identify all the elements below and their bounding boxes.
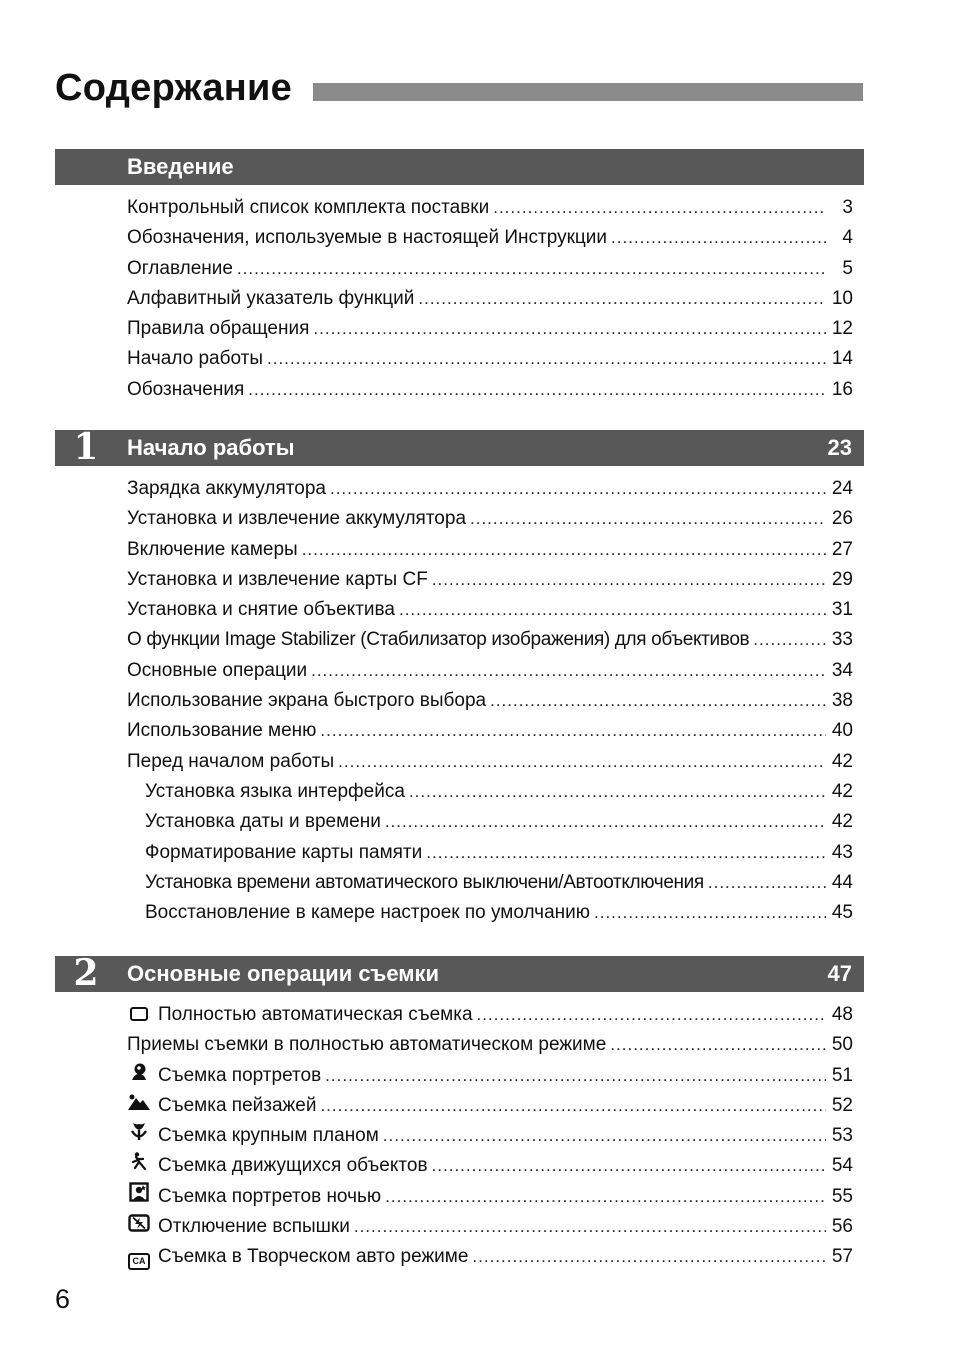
toc-entry-page: 33 bbox=[831, 629, 853, 651]
toc-entry-label: Установка и извлечение карты CF bbox=[127, 568, 428, 590]
toc-entry-label: Съемка портретов ночью bbox=[158, 1185, 382, 1207]
dot-leader bbox=[708, 868, 826, 898]
toc-entry-label: Обозначения, используемые в настоящей Инструкции bbox=[127, 227, 608, 249]
dot-leader bbox=[493, 193, 826, 223]
section-page: 47 bbox=[827, 961, 852, 986]
dot-leader bbox=[432, 565, 826, 595]
toc-entry[interactable] bbox=[127, 1212, 853, 1242]
toc-entry[interactable] bbox=[127, 747, 853, 777]
dot-leader bbox=[354, 1212, 826, 1242]
toc-entry[interactable] bbox=[127, 565, 853, 595]
toc-entry[interactable] bbox=[127, 284, 853, 314]
full-auto-mode-icon bbox=[127, 1004, 151, 1024]
toc-entry-label: Обозначения bbox=[127, 378, 245, 400]
toc-entry[interactable] bbox=[127, 595, 853, 625]
toc-entry[interactable] bbox=[127, 656, 853, 686]
toc-list-basic-shooting bbox=[127, 1000, 853, 1273]
toc-entry-label: Установка даты и времени bbox=[145, 811, 381, 833]
toc-entry-label: Съемка движущихся объектов bbox=[158, 1155, 428, 1177]
toc-entry-label: Использование меню bbox=[127, 720, 317, 742]
toc-subentry[interactable] bbox=[127, 807, 853, 837]
dot-leader bbox=[432, 1151, 826, 1181]
section-title: Основные операции съемки bbox=[127, 961, 440, 986]
toc-entry-page: 51 bbox=[831, 1064, 853, 1086]
dot-leader bbox=[338, 747, 826, 777]
dot-leader bbox=[418, 284, 826, 314]
toc-entry-label: Съемка портретов bbox=[158, 1064, 322, 1086]
toc-entry-label: Форматирование карты памяти bbox=[145, 841, 423, 863]
section-header-getting-started[interactable] bbox=[55, 426, 864, 468]
toc-entry-page: 38 bbox=[831, 690, 853, 712]
toc-entry[interactable] bbox=[127, 535, 853, 565]
close-up-mode-icon bbox=[127, 1121, 151, 1145]
toc-entry-label: Зарядка аккумулятора bbox=[127, 478, 326, 499]
toc-entry-page: 10 bbox=[831, 287, 853, 309]
dot-leader bbox=[611, 223, 826, 253]
toc-entry-page: 26 bbox=[831, 508, 853, 530]
toc-entry-page: 16 bbox=[831, 378, 853, 400]
toc-entry[interactable] bbox=[127, 314, 853, 344]
toc-entry-label: Включение камеры bbox=[127, 538, 298, 560]
toc-entry-label: Съемка в Творческом авто режиме bbox=[158, 1246, 469, 1268]
dot-leader bbox=[426, 838, 826, 868]
toc-entry-page: 3 bbox=[842, 197, 853, 218]
toc-entry[interactable] bbox=[127, 1091, 853, 1121]
toc-entry-page: 53 bbox=[831, 1125, 853, 1147]
dot-leader bbox=[753, 625, 826, 655]
dot-leader bbox=[302, 535, 826, 565]
toc-entry-label: Начало работы bbox=[127, 348, 264, 370]
section-number: 2 bbox=[73, 952, 99, 994]
toc-entry-page: 55 bbox=[831, 1185, 853, 1207]
dot-leader bbox=[409, 777, 826, 807]
section-title: Начало работы bbox=[127, 435, 295, 460]
page-title: Содержание bbox=[55, 67, 293, 109]
toc-entry-label: Приемы съемки в полностью автоматическом режиме bbox=[127, 1034, 607, 1056]
section-header-basic-shooting[interactable] bbox=[55, 952, 864, 994]
toc-entry[interactable] bbox=[127, 504, 853, 534]
dot-leader bbox=[594, 898, 826, 928]
toc-entry[interactable] bbox=[127, 686, 853, 716]
toc-entry[interactable] bbox=[127, 1000, 853, 1030]
toc-entry-label: Правила обращения bbox=[127, 318, 310, 340]
toc-entry-label: Перед началом работы bbox=[127, 750, 335, 772]
dot-leader bbox=[320, 716, 826, 746]
flash-off-mode-icon bbox=[127, 1214, 151, 1236]
toc-entry-label: Полностью автоматическая съемка bbox=[158, 1004, 473, 1025]
toc-entry[interactable] bbox=[127, 375, 853, 405]
toc-entry-label: О функции Image Stabilizer (Стабилизатор изображения) для объективов bbox=[127, 629, 750, 651]
dot-leader bbox=[470, 504, 826, 534]
toc-entry-label: Восстановление в камере настроек по умолчанию bbox=[145, 902, 591, 924]
dot-leader bbox=[267, 344, 826, 374]
dot-leader bbox=[325, 1061, 826, 1091]
sports-mode-icon bbox=[127, 1151, 151, 1175]
toc-entry[interactable] bbox=[127, 1182, 853, 1212]
toc-entry-label: Оглавление bbox=[127, 257, 233, 279]
dot-leader bbox=[385, 807, 826, 837]
toc-entry-label: Установка языка интерфейса bbox=[145, 780, 405, 802]
toc-entry[interactable] bbox=[127, 1030, 853, 1060]
toc-entry-page: 42 bbox=[831, 780, 853, 802]
toc-entry-page: 54 bbox=[831, 1155, 853, 1177]
toc-entry-page: 50 bbox=[831, 1034, 853, 1056]
toc-entry[interactable] bbox=[127, 716, 853, 746]
toc-entry[interactable] bbox=[127, 1061, 853, 1091]
toc-entry-page: 44 bbox=[831, 871, 853, 893]
toc-entry[interactable] bbox=[127, 344, 853, 374]
toc-entry-page: 42 bbox=[831, 811, 853, 833]
dot-leader bbox=[320, 1091, 826, 1121]
toc-entry-page: 43 bbox=[831, 841, 853, 863]
dot-leader bbox=[610, 1030, 826, 1060]
toc-entry[interactable] bbox=[127, 254, 853, 284]
section-header-introduction bbox=[55, 149, 864, 185]
dot-leader bbox=[490, 686, 826, 716]
toc-entry-page: 52 bbox=[831, 1094, 853, 1116]
landscape-mode-icon bbox=[127, 1093, 151, 1115]
toc-subentry[interactable] bbox=[127, 868, 853, 898]
dot-leader bbox=[399, 595, 826, 625]
section-page: 23 bbox=[827, 435, 852, 460]
title-rule bbox=[313, 83, 863, 101]
toc-entry-page: 40 bbox=[831, 720, 853, 742]
toc-entry-label: Использование экрана быстрого выбора bbox=[127, 690, 487, 712]
toc-entry[interactable] bbox=[127, 223, 853, 253]
toc-entry[interactable] bbox=[127, 625, 853, 655]
toc-entry-page: 57 bbox=[831, 1246, 853, 1268]
dot-leader bbox=[248, 375, 826, 405]
night-portrait-mode-icon bbox=[127, 1182, 151, 1206]
page-number: 6 bbox=[55, 1284, 71, 1314]
toc-entry-page: 4 bbox=[842, 227, 853, 249]
toc-entry[interactable] bbox=[127, 1242, 853, 1272]
toc-entry-page: 56 bbox=[831, 1216, 853, 1238]
toc-entry-page: 48 bbox=[831, 1004, 853, 1025]
creative-auto-mode-icon: CA bbox=[127, 1246, 151, 1270]
dot-leader bbox=[385, 1182, 826, 1212]
toc-entry-page: 42 bbox=[831, 750, 853, 772]
toc-entry-page: 14 bbox=[831, 348, 853, 370]
toc-entry-label: Алфавитный указатель функций bbox=[127, 287, 415, 309]
toc-entry-label: Съемка крупным планом bbox=[158, 1125, 379, 1147]
dot-leader bbox=[237, 254, 826, 284]
toc-entry-label: Установка и извлечение аккумулятора bbox=[127, 508, 467, 530]
toc-entry[interactable] bbox=[127, 474, 853, 504]
dot-leader bbox=[383, 1121, 826, 1151]
toc-entry-page: 45 bbox=[831, 902, 853, 924]
toc-list-getting-started bbox=[127, 474, 853, 928]
toc-entry-page: 24 bbox=[831, 478, 853, 499]
section-number: 1 bbox=[73, 426, 99, 468]
toc-entry-page: 34 bbox=[831, 659, 853, 681]
toc-entry-label: Отключение вспышки bbox=[158, 1216, 350, 1238]
toc-entry-label: Основные операции bbox=[127, 659, 308, 681]
toc-entry[interactable] bbox=[127, 1151, 853, 1181]
portrait-mode-icon bbox=[127, 1061, 151, 1085]
toc-entry-label: Установка и снятие объектива bbox=[127, 599, 395, 621]
toc-subentry[interactable] bbox=[127, 777, 853, 807]
toc-subentry[interactable] bbox=[127, 898, 853, 928]
dot-leader bbox=[311, 656, 826, 686]
dot-leader bbox=[477, 1000, 826, 1030]
toc-entry-page: 27 bbox=[831, 538, 853, 560]
section-title: Введение bbox=[127, 154, 234, 179]
toc-entry-page: 5 bbox=[842, 257, 853, 279]
toc-entry-label: Съемка пейзажей bbox=[158, 1094, 317, 1116]
toc-entry-label: Установка времени автоматического выключени/Автоотключения bbox=[145, 871, 704, 893]
toc-entry-page: 29 bbox=[831, 568, 853, 590]
dot-leader bbox=[472, 1242, 826, 1272]
toc-entry-page: 31 bbox=[831, 599, 853, 621]
toc-entry[interactable] bbox=[127, 1121, 853, 1151]
dot-leader bbox=[330, 474, 826, 504]
toc-subentry[interactable] bbox=[127, 838, 853, 868]
toc-list-introduction bbox=[127, 193, 853, 405]
toc-entry-page: 12 bbox=[831, 318, 853, 340]
dot-leader bbox=[313, 314, 826, 344]
toc-entry-label: Контрольный список комплекта поставки bbox=[127, 197, 490, 218]
toc-entry[interactable] bbox=[127, 193, 853, 223]
